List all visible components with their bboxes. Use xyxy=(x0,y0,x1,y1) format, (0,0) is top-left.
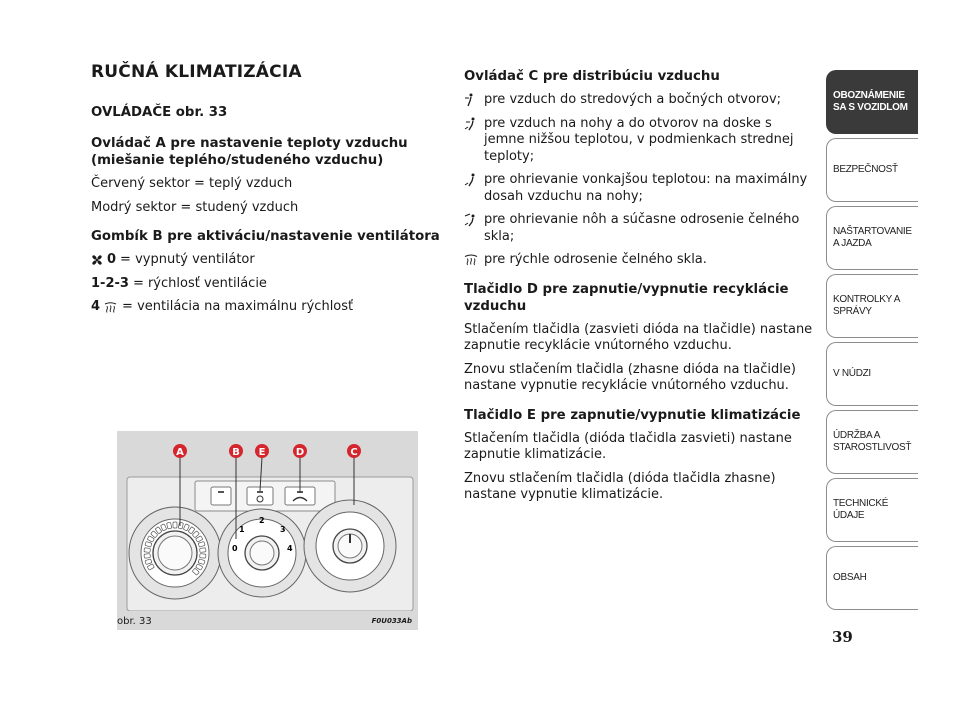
control-d-text-1: Stlačením tlačidla (zasvieti dióda na tlačidle) nastane zapnutie recyklácie vnútorného vzduchu. xyxy=(464,321,813,353)
fan-key: 1-2-3 xyxy=(91,275,129,291)
knob-b xyxy=(218,509,306,597)
control-e-heading: Tlačidlo E pre zapnutie/vypnutie klimatizácie xyxy=(464,407,801,423)
control-e-text-1: Stlačením tlačidla (dióda tlačidla zasvieti) nastane zapnutie klimatizácie. xyxy=(464,430,792,462)
tab-bezpecnost[interactable]: BEZPEČNOSŤ xyxy=(826,138,918,202)
fan-text: = vypnutý ventilátor xyxy=(120,252,255,267)
chapter-tabs xyxy=(826,70,918,614)
knob-a xyxy=(129,507,221,599)
tab-obsah[interactable]: OBSAH xyxy=(826,546,918,610)
controls-heading: OVLÁDAČE obr. 33 xyxy=(91,105,228,120)
fan-item-1 xyxy=(91,276,446,293)
temperature-segment xyxy=(200,548,206,553)
vent-feet-icon xyxy=(464,172,484,188)
control-e-text-2: Znovu stlačením tlačidla (dióda tlačidla zhasne) nastane vypnutie klimatizácie. xyxy=(464,470,776,502)
figure-caption: obr. 33 xyxy=(117,616,152,627)
fan-number-2: 2 xyxy=(259,516,265,525)
control-d-heading: Tlačidlo D pre zapnutie/vypnutie recyklácie vzduchu xyxy=(464,281,789,314)
distribution-text: pre rýchle odrosenie čelného skla. xyxy=(484,252,707,267)
distribution-item xyxy=(464,116,816,166)
control-a-red: Červený sektor = teplý vzduch xyxy=(91,176,293,191)
temperature-segment xyxy=(167,522,172,529)
fan-text: = rýchlosť ventilácie xyxy=(132,275,267,291)
control-a-blue: Modrý sektor = studený vzduch xyxy=(91,199,299,215)
figure-labels xyxy=(173,444,361,458)
distribution-text: pre ohrievanie nôh a súčasne odrosenie čelného skla; xyxy=(484,212,800,244)
knob-c xyxy=(304,500,396,592)
vent-feet-face-icon xyxy=(464,116,484,132)
tab-nastartovanie[interactable]: NAŠTARTOVANIE A JAZDA xyxy=(826,206,918,270)
label-e: E xyxy=(258,447,266,458)
fan-number-1: 1 xyxy=(239,525,245,534)
fan-number-3: 3 xyxy=(280,525,286,534)
page-number: 39 xyxy=(832,628,853,646)
fan-item-2 xyxy=(91,299,446,316)
vent-face-icon xyxy=(464,92,484,108)
control-c-heading: Ovládač C pre distribúciu vzduchu xyxy=(464,69,720,84)
distribution-item xyxy=(464,252,816,269)
fan-icon xyxy=(91,254,103,266)
button-slot-left xyxy=(211,487,231,505)
label-d: D xyxy=(295,447,305,458)
label-c: C xyxy=(350,447,358,458)
temperature-segment xyxy=(173,522,177,528)
tab-oboznamenie[interactable]: OBOZNÁMENIE SA S VOZIDLOM xyxy=(826,70,918,134)
tab-v-nudzi[interactable]: V NÚDZI xyxy=(826,342,918,406)
figure-code: F0U033Ab xyxy=(371,617,412,625)
distribution-item xyxy=(464,92,816,109)
label-a: A xyxy=(176,447,184,458)
defrost-icon xyxy=(104,302,117,313)
control-b-heading: Gombík B pre aktiváciu/nastavenie ventilátora xyxy=(91,229,440,244)
tab-udrzba[interactable]: ÚDRŽBA A STAROSTLIVOSŤ xyxy=(826,410,918,474)
vent-feet-windshield-icon xyxy=(464,212,484,228)
tab-kontrolky[interactable]: KONTROLKY A SPRÁVY xyxy=(826,274,918,338)
temperature-segment xyxy=(144,554,150,559)
temperature-segment xyxy=(144,548,150,553)
label-b: B xyxy=(232,447,240,458)
temperature-segment xyxy=(200,554,206,559)
distribution-text: pre ohrievanie vonkajšou teplotou: na maximálny dosah vzduchu na nohy; xyxy=(484,172,808,204)
control-a-heading: Ovládač A pre nastavenie teploty vzduchu (miešanie teplého/studeného vzduchu) xyxy=(91,136,408,168)
right-column xyxy=(464,68,816,504)
distribution-item xyxy=(464,212,816,245)
fan-number-4: 4 xyxy=(287,544,293,553)
control-d-text-2: Znovu stlačením tlačidla (zhasne dióda na tlačidle) nastane vypnutie recyklácie vnútorného vzduchu. xyxy=(464,361,796,393)
temperature-segment xyxy=(178,522,183,529)
fan-number-0: 0 xyxy=(232,544,238,553)
figure-33 xyxy=(117,431,418,630)
fan-key: 0 xyxy=(107,252,117,267)
left-column xyxy=(91,62,446,316)
distribution-text: pre vzduch do stredových a bočných otvorov; xyxy=(484,92,782,107)
fan-item-0 xyxy=(91,252,446,269)
distribution-item xyxy=(464,172,816,205)
distribution-text: pre vzduch na nohy a do otvorov na doske s jemne nižšou teplotou, v podmienkach strednej teploty; xyxy=(484,115,794,164)
page-title: RUČNÁ KLIMATIZÁCIA xyxy=(91,62,302,82)
tab-technicke[interactable]: TECHNICKÉ ÚDAJE xyxy=(826,478,918,542)
fan-text: = ventilácia na maximálnu rýchlosť xyxy=(122,299,354,314)
defrost-icon xyxy=(464,252,484,268)
fan-key: 4 xyxy=(91,299,101,314)
climate-panel-illustration xyxy=(117,431,418,611)
